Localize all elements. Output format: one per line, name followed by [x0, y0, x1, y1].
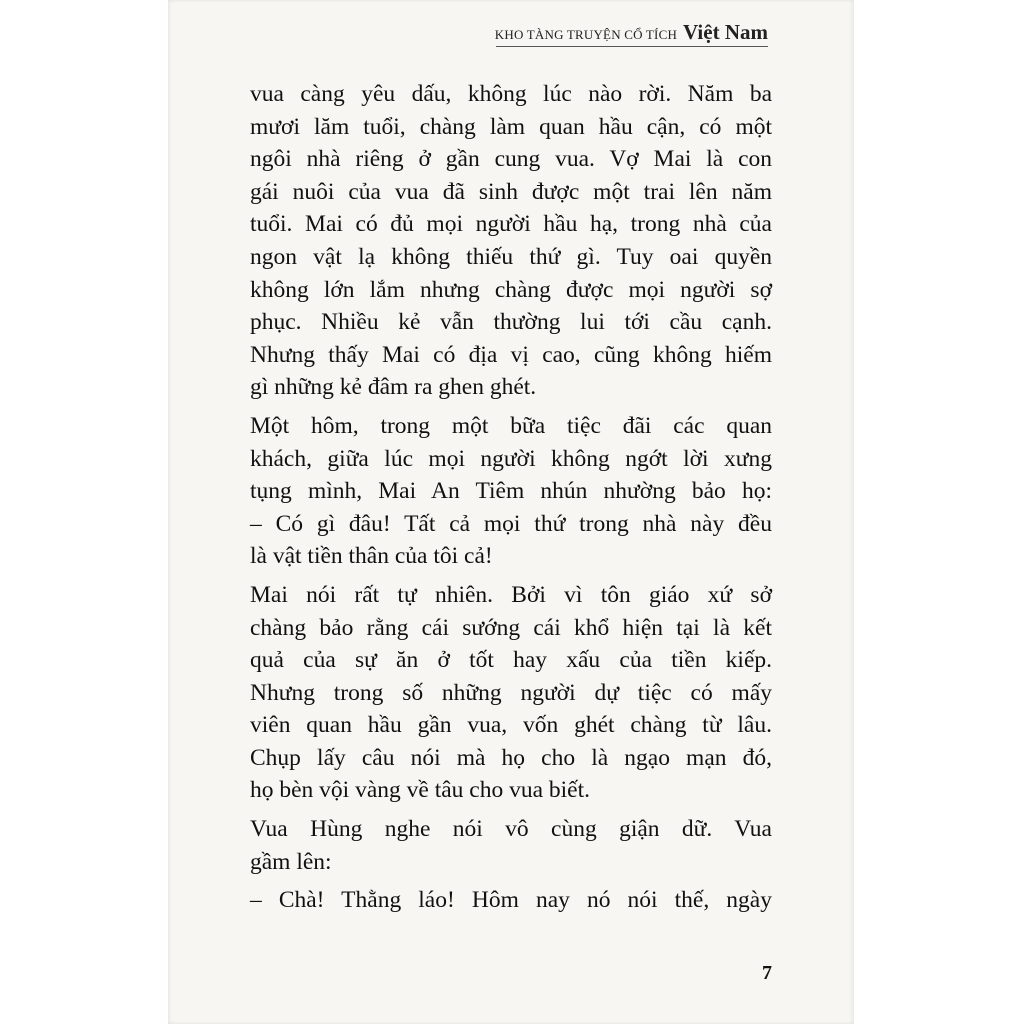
- text-line: – Có gì đâu! Tất cả mọi thứ trong nhà này đều: [250, 510, 772, 537]
- body-text: [250, 78, 772, 917]
- text-line: tuổi. Mai có đủ mọi người hầu hạ, trong nhà của: [250, 211, 772, 238]
- text-line: ngôi nhà riêng ở gần cung vua. Vợ Mai là con: [250, 146, 772, 173]
- text-line: Nhưng trong số những người dự tiệc có mấy: [250, 679, 772, 706]
- text-line: gái nuôi của vua đã sinh được một trai lên năm: [250, 178, 772, 205]
- text-line: mươi lăm tuổi, chàng làm quan hầu cận, có một: [250, 113, 772, 140]
- text-line: Vua Hùng nghe nói vô cùng giận dữ. Vua: [250, 816, 772, 843]
- book-page: [168, 0, 854, 1024]
- text-line: không lớn lắm nhưng chàng được mọi người sợ: [250, 276, 772, 303]
- text-line: viên quan hầu gần vua, vốn ghét chàng từ lâu.: [250, 712, 772, 739]
- text-line: Một hôm, trong một bữa tiệc đãi các quan: [250, 412, 772, 439]
- text-line: gầm lên:: [250, 848, 332, 875]
- text-line: quả của sự ăn ở tốt hay xấu của tiền kiếp.: [250, 647, 772, 674]
- text-line: Nhưng thấy Mai có địa vị cao, cũng không hiếm: [250, 341, 772, 368]
- page-number: 7: [762, 962, 772, 984]
- text-line: họ bèn vội vàng về tâu cho vua biết.: [250, 777, 591, 804]
- text-line: khách, giữa lúc mọi người không ngớt lời xưng: [250, 445, 772, 472]
- text-line: chàng bảo rằng cái sướng cái khổ hiện tại là kết: [250, 614, 772, 641]
- text-line: là vật tiền thân của tôi cả!: [250, 543, 493, 570]
- text-line: vua càng yêu dấu, không lúc nào rời. Năm ba: [250, 81, 772, 107]
- header-underline: [496, 46, 768, 47]
- text-line: gì những kẻ đâm ra ghen ghét.: [250, 374, 537, 401]
- header-country-title: Việt Nam: [683, 20, 768, 44]
- text-line: phục. Nhiều kẻ vẫn thường lui tới cầu cạnh.: [250, 309, 772, 336]
- text-line: Mai nói rất tự nhiên. Bởi vì tôn giáo xứ sở: [250, 581, 772, 608]
- header-series-title: KHO TÀNG TRUYỆN CỔ TÍCH: [494, 27, 678, 42]
- text-line: Chụp lấy câu nói mà họ cho là ngạo mạn đó,: [250, 744, 772, 771]
- text-line: – Chà! Thằng láo! Hôm nay nó nói thế, ngày: [250, 887, 772, 914]
- running-header: [495, 20, 768, 45]
- text-line: ngon vật lạ không thiếu thứ gì. Tuy oai quyền: [250, 243, 772, 270]
- text-line: tụng mình, Mai An Tiêm nhún nhường bảo họ:: [250, 478, 772, 505]
